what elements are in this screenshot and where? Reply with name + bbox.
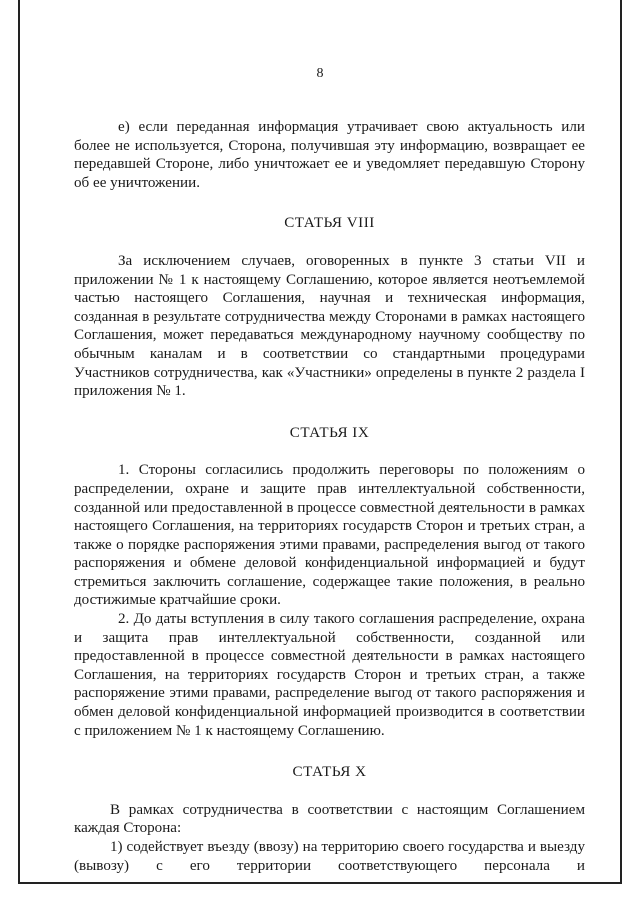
page-number: 8 <box>316 66 324 81</box>
article-9-item-2: 2. До даты вступления в силу такого соглашения распределение, охрана и защита прав интеллектуальной собственности, созданной или предоставленной в процессе совместной деятельности в рамках настоящего Соглашения, на территориях государств Сторон и третьих стран, а также распоряжение этими правами, распределение выгод от такого распоряжения и обмен деловой конфиденциальной информацией производится в соответствии с приложением № 1 к настоящему Соглашению. <box>74 611 585 739</box>
paragraph-e: е) если переданная информация утрачивает свою актуальность или более не используется, Сторона, получившая эту информацию, возвращает ее передавшей Стороне, либо уничтожает ее и уведомляет передавшую Сторону об ее уничтожении. <box>74 119 585 191</box>
article-10-intro: В рамках сотрудничества в соответствии с настоящим Соглашением каждая Сторона: <box>74 801 585 837</box>
document-body <box>74 118 585 875</box>
article-8-heading: СТАТЬЯ VIII <box>284 215 375 232</box>
article-10-heading: СТАТЬЯ X <box>292 764 367 781</box>
article-8-text: За исключением случаев, оговоренных в пункте 3 статьи VII и приложении № 1 к настоящему Соглашению, которое является неотъемлемой частью настоящего Соглашения, научная и техническая информация, созданная в результате сотрудничества между Сторонами в рамках настоящего Соглашения, может передаваться международному научному сообществу по обычным каналам и в соответствии со стандартными процедурами Участников сотрудничества, как «Участники» определены в пункте 2 раздела I приложения № 1. <box>74 252 585 400</box>
article-9-heading: СТАТЬЯ IX <box>289 424 370 441</box>
article-9-item-1: 1. Стороны согласились продолжить переговоры по положениям о распределении, охране и защите прав интеллектуальной собственности, созданной или предоставленной в процессе совместной деятельности в рамках настоящего Соглашения, на территориях государств Сторон и третьих стран, а также о порядке распоряжения этими правами, распределения выгод от такого распоряжения и обмене деловой конфиденциальной информацией и будут стремиться заключить соглашение, содержащее такие положения, в реально достижимые кратчайшие сроки. <box>74 462 585 609</box>
article-10-item-1: 1) содействует въезду (ввозу) на территорию своего государства и выезду (вывозу) с его территории соответствующего персонала и <box>74 839 585 874</box>
